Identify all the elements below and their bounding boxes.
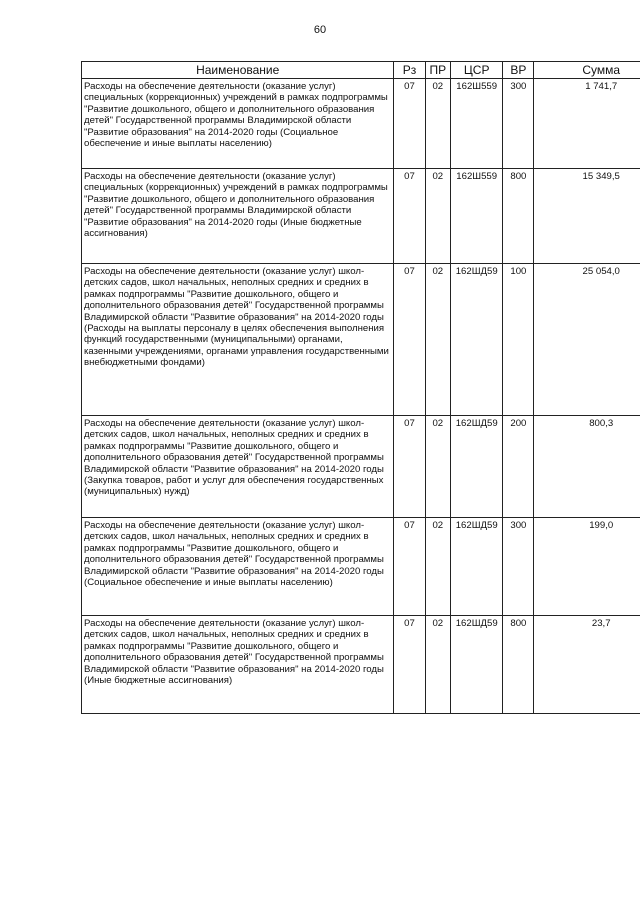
- cell-csr: 162ШД59: [451, 518, 503, 616]
- cell-pr: 02: [425, 169, 451, 264]
- budget-table: [81, 61, 640, 714]
- table-row: [82, 416, 640, 518]
- cell-csr: 162ШД59: [451, 264, 503, 416]
- cell-name: Расходы на обеспечение деятельности (оказание услуг) школ-детских садов, школ начальных, неполных средних и средних в рамках подпрограммы "Развитие дошкольного, общего и дополнительного образования детей" Государственной программы Владимирской области "Развитие образования" на 2014-2020 годы (Закупка товаров, работ и услуг для обеспечения государственных (муниципальных) нужд): [82, 416, 394, 518]
- header-pr: ПР: [425, 62, 451, 79]
- cell-pr: 02: [425, 264, 451, 416]
- cell-vr: 100: [503, 264, 534, 416]
- cell-rz: 07: [394, 169, 425, 264]
- page-number: 60: [313, 24, 327, 36]
- cell-sum: 23,7: [534, 616, 640, 714]
- cell-vr: 800: [503, 169, 534, 264]
- header-name: Наименование: [82, 62, 394, 79]
- cell-name: Расходы на обеспечение деятельности (оказание услуг) специальных (коррекционных) учреждений в рамках подпрограммы "Развитие дошкольного, общего и дополнительного образования детей" Государственной программы Владимирской области "Развитие образования" на 2014-2020 годы (Иные бюджетные ассигнования): [82, 169, 394, 264]
- cell-rz: 07: [394, 616, 425, 714]
- cell-rz: 07: [394, 264, 425, 416]
- table-row: [82, 518, 640, 616]
- cell-pr: 02: [425, 416, 451, 518]
- cell-name: Расходы на обеспечение деятельности (оказание услуг) школ-детских садов, школ начальных, неполных средних и средних в рамках подпрограммы "Развитие дошкольного, общего и дополнительного образования детей" Государственной программы Владимирской области "Развитие образования" на 2014-2020 годы (Расходы на выплаты персоналу в целях обеспечения выполнения функций государственными (муниципальными) органами, казенными учреждениями, органами управления государственными внебюджетными фондами): [82, 264, 394, 416]
- cell-pr: 02: [425, 518, 451, 616]
- cell-csr: 162ШД59: [451, 616, 503, 714]
- cell-rz: 07: [394, 518, 425, 616]
- cell-name: Расходы на обеспечение деятельности (оказание услуг) школ-детских садов, школ начальных, неполных средних и средних в рамках подпрограммы "Развитие дошкольного, общего и дополнительного образования детей" Государственной программы Владимирской области "Развитие образования" на 2014-2020 годы (Иные бюджетные ассигнования): [82, 616, 394, 714]
- header-sum: Сумма: [534, 62, 640, 79]
- cell-sum: 25 054,0: [534, 264, 640, 416]
- cell-sum: 15 349,5: [534, 169, 640, 264]
- header-rz: Рз: [394, 62, 425, 79]
- table-row: [82, 616, 640, 714]
- cell-rz: 07: [394, 79, 425, 169]
- cell-csr: 162Ш559: [451, 169, 503, 264]
- cell-sum: 800,3: [534, 416, 640, 518]
- cell-pr: 02: [425, 616, 451, 714]
- cell-vr: 800: [503, 616, 534, 714]
- header-csr: ЦСР: [451, 62, 503, 79]
- header-vr: ВР: [503, 62, 534, 79]
- cell-pr: 02: [425, 79, 451, 169]
- cell-rz: 07: [394, 416, 425, 518]
- table-row: [82, 79, 640, 169]
- table-row: [82, 169, 640, 264]
- cell-csr: 162ШД59: [451, 416, 503, 518]
- table-row: [82, 264, 640, 416]
- cell-vr: 300: [503, 79, 534, 169]
- cell-vr: 200: [503, 416, 534, 518]
- cell-sum: 1 741,7: [534, 79, 640, 169]
- cell-sum: 199,0: [534, 518, 640, 616]
- cell-name: Расходы на обеспечение деятельности (оказание услуг) специальных (коррекционных) учреждений в рамках подпрограммы "Развитие дошкольного, общего и дополнительного образования детей" Государственной программы Владимирской области "Развитие образования" на 2014-2020 годы (Социальное обеспечение и иные выплаты населению): [82, 79, 394, 169]
- cell-csr: 162Ш559: [451, 79, 503, 169]
- cell-vr: 300: [503, 518, 534, 616]
- cell-name: Расходы на обеспечение деятельности (оказание услуг) школ-детских садов, школ начальных, неполных средних и средних в рамках подпрограммы "Развитие дошкольного, общего и дополнительного образования детей" Государственной программы Владимирской области "Развитие образования" на 2014-2020 годы (Социальное обеспечение и иные выплаты населению): [82, 518, 394, 616]
- table-header-row: [82, 62, 640, 79]
